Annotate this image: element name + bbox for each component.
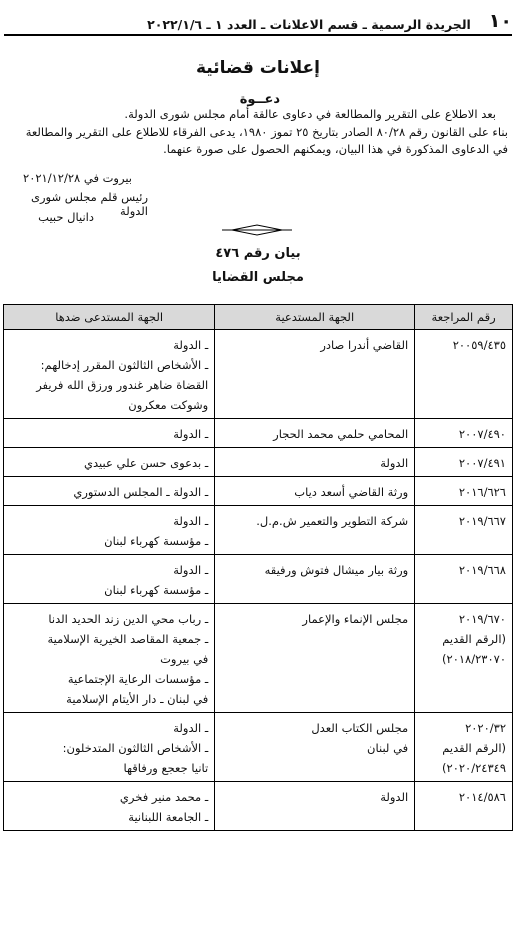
ref-cell <box>415 419 513 448</box>
ref-cell <box>415 782 513 831</box>
cell-line: ـ الدولة <box>173 514 209 528</box>
plaintiff-cell <box>215 419 415 448</box>
cell-line: ـ الدولة <box>173 338 209 352</box>
defendant-cell <box>4 506 215 555</box>
header-rule <box>4 34 512 36</box>
cell-line: ـ الدولة ـ المجلس الدستوري <box>73 485 209 499</box>
table-row <box>4 506 513 555</box>
cell-line: ٢٠٠٥٩/٤٣٥ <box>452 338 506 352</box>
cell-line: الدولة <box>380 456 409 470</box>
cell-line: ـ الأشخاص الثالثون المقرر إدخالهم: <box>40 358 209 372</box>
ref-cell <box>415 604 513 713</box>
cases-table-body <box>4 330 513 831</box>
defendant-cell <box>4 419 215 448</box>
cell-line: في لبنان ـ دار الأيتام الإسلامية <box>66 692 209 706</box>
cell-line: ٢٠١٨/٢٣٠٧٠) <box>442 652 506 666</box>
cell-line: وشوكت معكرون <box>128 398 209 412</box>
defendant-cell <box>4 330 215 419</box>
table-row <box>4 713 513 782</box>
ref-cell <box>415 713 513 782</box>
ref-cell <box>415 506 513 555</box>
table-header-row <box>4 305 513 330</box>
section-title: إعلانات قضائية <box>195 58 320 78</box>
cell-line: ٢٠٢٠/٢٤٣٤٩) <box>442 761 506 775</box>
plaintiff-cell <box>215 330 415 419</box>
cell-line: ٢٠١٩/٦٦٧ <box>458 514 506 528</box>
cell-line: مجلس الإنماء والإعمار <box>302 612 409 626</box>
cell-line: ورثة بيار ميشال فتوش ورفيقه <box>264 563 409 577</box>
cell-line: ـ الدولة <box>173 427 209 441</box>
cell-line: الدولة <box>380 790 409 804</box>
table-row <box>4 419 513 448</box>
plaintiff-cell <box>215 713 415 782</box>
cell-line: ـ مؤسسة كهرباء لبنان <box>104 583 209 597</box>
gazette-title: الجريدة الرسمية ـ قسم الاعلانات ـ العدد ١ ـ ٢٠٢٢/١/٦ <box>147 17 471 32</box>
header-plaintiff: الجهة المستدعية <box>215 305 415 330</box>
table-row <box>4 782 513 831</box>
cell-line: ـ جمعية المقاصد الخيرية الإسلامية <box>47 632 209 646</box>
cell-line: مجلس الكتاب العدل <box>311 721 409 735</box>
table-row <box>4 604 513 713</box>
table-row <box>4 448 513 477</box>
plaintiff-cell <box>215 555 415 604</box>
defendant-cell <box>4 713 215 782</box>
notice-title: دعــوة <box>239 92 280 107</box>
defendant-cell <box>4 477 215 506</box>
defendant-cell <box>4 782 215 831</box>
plaintiff-cell <box>215 477 415 506</box>
cell-line: في لبنان <box>367 741 409 755</box>
cell-line: (الرقم القديم <box>442 741 506 755</box>
cell-line: ٢٠١٩/٦٧٠ <box>458 612 506 626</box>
cell-line: ٢٠١٦/٦٢٦ <box>458 485 506 499</box>
notice-paragraph-1: بعد الاطلاع على التقرير والمطالعة في دعاوى عالقة أمام مجلس شورى الدولة. <box>124 107 496 121</box>
cell-line: شركة التطوير والتعمير ش.م.ل. <box>256 514 409 528</box>
cell-line: المحامي حلمي محمد الحجار <box>273 427 409 441</box>
table-row <box>4 555 513 604</box>
defendant-cell <box>4 448 215 477</box>
ref-cell <box>415 477 513 506</box>
cell-line: ٢٠١٩/٦٦٨ <box>458 563 506 577</box>
cell-line: ـ الجامعة اللبنانية <box>128 810 209 824</box>
plaintiff-cell <box>215 448 415 477</box>
cell-line: في بيروت <box>160 652 209 666</box>
statement-subtitle: مجلس القضايا <box>212 270 304 285</box>
cell-line: ـ محمد منير فخري <box>119 790 209 804</box>
plaintiff-cell <box>215 506 415 555</box>
cell-line: ـ الدولة <box>173 721 209 735</box>
cell-line: ٢٠١٤/٥٨٦ <box>458 790 506 804</box>
cell-line: ـ الأشخاص الثالثون المتدخلون: <box>62 741 209 755</box>
cell-line: ٢٠٠٧/٤٩١ <box>458 456 506 470</box>
plaintiff-cell <box>215 604 415 713</box>
table-row <box>4 477 513 506</box>
header-ref: رقم المراجعة <box>415 305 513 330</box>
defendant-cell <box>4 555 215 604</box>
cell-line: القاضي أندرا صادر <box>320 338 409 352</box>
plaintiff-cell <box>215 782 415 831</box>
cell-line: ٢٠٠٧/٤٩٠ <box>458 427 506 441</box>
ref-cell <box>415 448 513 477</box>
page-header <box>4 8 512 32</box>
ref-cell <box>415 330 513 419</box>
statement-title: بيان رقم ٤٧٦ <box>215 246 301 261</box>
signature-name: دانيال حبيب <box>38 210 94 224</box>
header-defendant: الجهة المستدعى ضدها <box>4 305 215 330</box>
signature-role: رئيس قلم مجلس شورى الدولة <box>31 190 148 218</box>
cell-line: القضاة ضاهر غندور ورزق الله فريفر <box>36 378 209 392</box>
signature-place-date: بيروت في ٢٠٢١/١٢/٢٨ <box>23 171 132 185</box>
cell-line: ـ بدعوى حسن علي عبيدي <box>84 456 209 470</box>
cell-line: ورثة القاضي أسعد دياب <box>294 485 409 499</box>
page-number: ١٠ <box>488 10 512 32</box>
cell-line: (الرقم القديم <box>442 632 506 646</box>
cell-line: ـ مؤسسات الرعاية الإجتماعية <box>67 672 209 686</box>
defendant-cell <box>4 604 215 713</box>
cases-table <box>3 304 513 831</box>
cell-line: ـ مؤسسة كهرباء لبنان <box>104 534 209 548</box>
table-row <box>4 330 513 419</box>
cell-line: تانيا جعجع ورفاقها <box>123 761 209 775</box>
ref-cell <box>415 555 513 604</box>
cell-line: ٢٠٢٠/٣٢ <box>465 721 506 735</box>
cell-line: ـ رباب محي الدين زند الحديد الدنا <box>48 612 209 626</box>
ornament-divider <box>222 224 292 236</box>
cell-line: ـ الدولة <box>173 563 209 577</box>
notice-paragraph-2: بناء على القانون رقم ٨٠/٢٨ الصادر بتاريخ ٢٥ تموز ١٩٨٠، يدعى الفرقاء للاطلاع على التقرير والمطالعة في الدعاوى المذكورة في هذا البيان، ويمكنهم الحصول على صورة عنهما. <box>25 125 508 156</box>
